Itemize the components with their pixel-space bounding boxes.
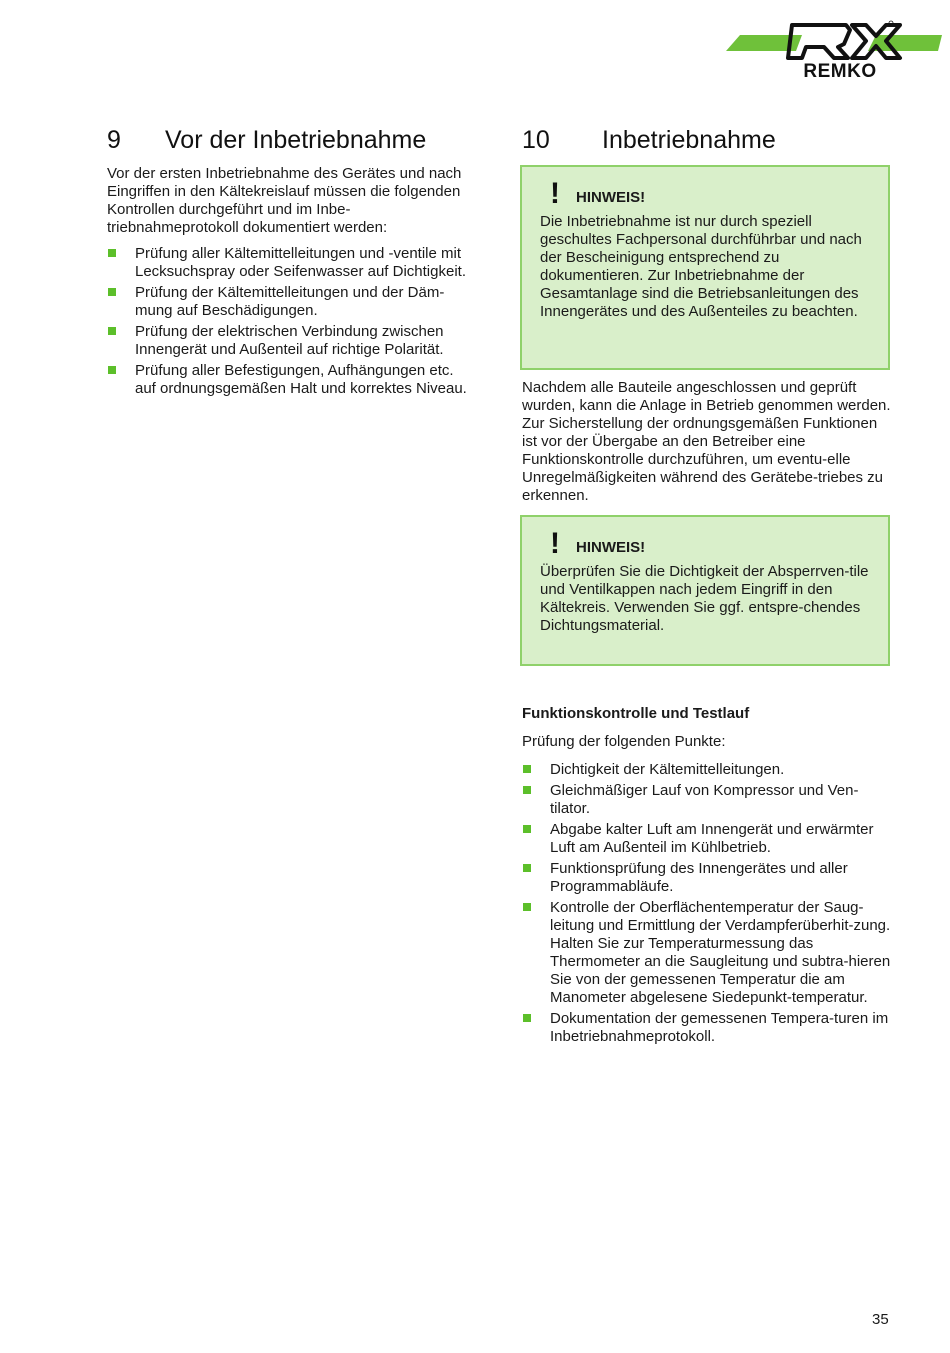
list-item: Prüfung aller Kältemittelleitungen und -ventile mit Lecksuchspray oder Seifenwasser auf Dichtigkeit. bbox=[107, 245, 477, 281]
list-item: Prüfung der elektrischen Verbindung zwischen Innengerät und Außenteil auf richtige Polarität. bbox=[107, 323, 477, 359]
bullet-square-icon bbox=[523, 903, 531, 911]
function-check-block bbox=[522, 705, 894, 1049]
list-item: Funktionsprüfung des Innengerätes und aller Programmabläufe. bbox=[522, 860, 894, 896]
note-title: HINWEIS! bbox=[576, 539, 646, 556]
list-item: Dichtigkeit der Kältemittelleitungen. bbox=[522, 761, 894, 779]
list-item: Abgabe kalter Luft am Innengerät und erwärmter Luft am Außenteil im Kühlbetrieb. bbox=[522, 821, 894, 857]
bullet-square-icon bbox=[108, 249, 116, 257]
exclamation-icon: ! bbox=[550, 177, 560, 210]
sub-intro: Prüfung der folgenden Punkte: bbox=[522, 733, 726, 750]
section-title: Inbetriebnahme bbox=[602, 126, 776, 154]
subheading: Funktionskontrolle und Testlauf bbox=[522, 705, 750, 722]
note-text: Überprüfen Sie die Dichtigkeit der Absperrven-tile und Ventilkappen nach jedem Eingriff in den Kältekreis. Verwenden Sie ggf. entspre-chendes Dichtungsmaterial. bbox=[540, 563, 869, 634]
commissioning-paragraph-block bbox=[522, 379, 894, 505]
section-10-heading bbox=[522, 124, 776, 156]
intro-paragraph: Vor der ersten Inbetriebnahme des Gerätes und nach Eingriffen in den Kältekreislauf müssen die folgenden Kontrollen durchgeführt und im Inbe-triebnahmeprotokoll dokumentiert werden: bbox=[107, 165, 462, 236]
note-header bbox=[540, 177, 870, 213]
list-item: Kontrolle der Oberflächentemperatur der Saug-leitung und Ermittlung der Verdampferüberhit-zung. Halten Sie zur Temperaturmessung das Thermometer an die Saugleitung und subtra-hieren Sie von der gemessenen Temperatur die am Manometer abgelesene Siedepunkt-temperatur. bbox=[522, 899, 894, 1007]
bullet-square-icon bbox=[523, 1014, 531, 1022]
note-box bbox=[520, 165, 890, 370]
bullet-square-icon bbox=[523, 765, 531, 773]
section-9-heading bbox=[107, 124, 426, 156]
logo-wordmark: REMKO bbox=[803, 61, 877, 82]
note-header bbox=[540, 527, 870, 563]
bullet-square-icon bbox=[108, 288, 116, 296]
section-number: 9 bbox=[107, 126, 121, 154]
section-number: 10 bbox=[522, 126, 550, 154]
page-number: 35 bbox=[872, 1311, 889, 1328]
test-checklist bbox=[522, 761, 894, 1046]
list-item: Prüfung der Kältemittelleitungen und der Däm-mung auf Beschädigungen. bbox=[107, 284, 477, 320]
exclamation-icon: ! bbox=[550, 527, 560, 560]
section-title: Vor der Inbetriebnahme bbox=[165, 126, 427, 154]
list-item: Gleichmäßiger Lauf von Kompressor und Ven-tilator. bbox=[522, 782, 894, 818]
list-item: Dokumentation der gemessenen Tempera-turen im Inbetriebnahmeprotokoll. bbox=[522, 1010, 894, 1046]
commissioning-paragraph: Nachdem alle Bauteile angeschlossen und geprüft wurden, kann die Anlage in Betrieb genommen werden. Zur Sicherstellung der ordnungsgemäßen Funktionen ist vor der Übergabe an den Betreiber eine Funktionskontrolle durchzuführen, um eventu-elle Unregelmäßigkeiten während des Gerätebe-triebes zu erkennen. bbox=[522, 379, 891, 504]
note-text: Die Inbetriebnahme ist nur durch speziell geschultes Fachpersonal durchführbar und nach der Bescheinigung entsprechend zu dokumentieren. Zur Inbetriebnahme der Gesamtanlage sind die Betriebsanleitungen des Innengerätes und des Außenteiles zu beachten. bbox=[540, 213, 862, 320]
checklist bbox=[107, 245, 477, 398]
bullet-square-icon bbox=[523, 864, 531, 872]
bullet-square-icon bbox=[108, 366, 116, 374]
bullet-square-icon bbox=[108, 327, 116, 335]
section-9-body bbox=[107, 165, 477, 401]
note-title: HINWEIS! bbox=[576, 189, 646, 206]
bullet-square-icon bbox=[523, 786, 531, 794]
bullet-square-icon bbox=[523, 825, 531, 833]
list-item: Prüfung aller Befestigungen, Aufhängungen etc. auf ordnungsgemäßen Halt und korrektes Niveau. bbox=[107, 362, 477, 398]
note-box bbox=[520, 515, 890, 666]
